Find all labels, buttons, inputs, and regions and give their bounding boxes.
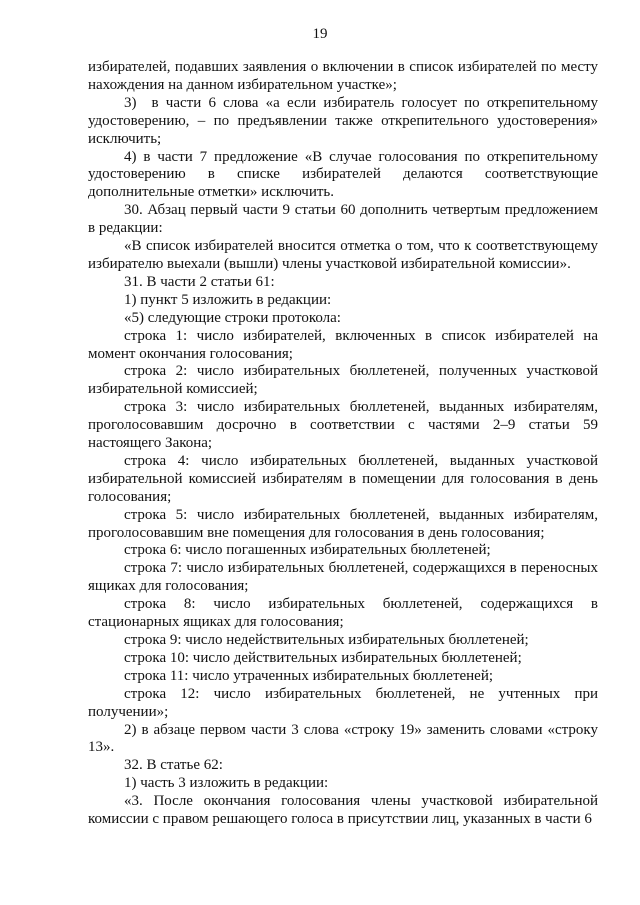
- paragraph: строка 3: число избирательных бюллетеней, выданных избирателям, проголосовавшим досрочно в соответствии с частями 2–9 статьи 59 настоящего Закона;: [88, 399, 598, 452]
- paragraph: строка 6: число погашенных избирательных бюллетеней;: [124, 542, 491, 559]
- paragraph: строка 11: число утраченных избирательных бюллетеней;: [124, 667, 494, 684]
- paragraph: строка 12: число избирательных бюллетеней, не учтенных при получении»;: [88, 685, 598, 720]
- paragraph: строка 4: число избирательных бюллетеней, выданных участковой избирательной комиссией избирателям в помещении для голосования в день голосования;: [88, 452, 598, 505]
- paragraph: «3. После окончания голосования члены участковой избирательной комиссии с правом решающего голоса в присутствии лиц, указанных в части 6: [88, 793, 598, 828]
- paragraph: 31. В части 2 статьи 61:: [124, 273, 275, 290]
- paragraph: 1) часть 3 изложить в редакции:: [124, 775, 329, 792]
- page-number: 19: [312, 26, 328, 42]
- paragraph: 2) в абзаце первом части 3 слова «строку 19» заменить словами «строку 13».: [88, 721, 598, 756]
- paragraph: «5) следующие строки протокола:: [124, 309, 341, 326]
- paragraph: 3) в части 6 слова «а если избиратель голосует по открепительному удостоверению, – по предъявлении также открепительного удостоверения» исключить;: [88, 94, 598, 147]
- paragraph: 30. Абзац первый части 9 статьи 60 дополнить четвертым предложением в редакции:: [88, 202, 598, 237]
- paragraph: 32. В статье 62:: [124, 757, 223, 774]
- paragraph: избирателей, подавших заявления о включении в список избирателей по месту нахождения на данном избирательном участке»;: [88, 59, 598, 93]
- paragraph: строка 5: число избирательных бюллетеней, выданных избирателям, проголосовавшим вне помещения для голосования в день голосования;: [88, 506, 598, 541]
- paragraph: строка 8: число избирательных бюллетеней, содержащихся в стационарных ящиках для голосования;: [88, 596, 598, 631]
- document-body: [88, 59, 598, 829]
- paragraph: строка 2: число избирательных бюллетеней, полученных участковой избирательной комиссией;: [88, 363, 598, 398]
- paragraph: строка 1: число избирателей, включенных в список избирателей на момент окончания голосования;: [88, 327, 598, 362]
- paragraph: строка 7: число избирательных бюллетеней, содержащихся в переносных ящиках для голосования;: [88, 560, 598, 595]
- paragraph: «В список избирателей вносится отметка о том, что к соответствующему избирателю выехали (вышли) члены участковой избирательной комиссии».: [88, 238, 598, 272]
- paragraph: 4) в части 7 предложение «В случае голосования по открепительному удостоверению в списке избирателей делаются соответствующие дополнительные отметки» исключить.: [88, 148, 598, 201]
- paragraph: 1) пункт 5 изложить в редакции:: [124, 291, 332, 308]
- paragraph: строка 9: число недействительных избирательных бюллетеней;: [124, 632, 529, 648]
- paragraph: строка 10: число действительных избирательных бюллетеней;: [124, 649, 522, 666]
